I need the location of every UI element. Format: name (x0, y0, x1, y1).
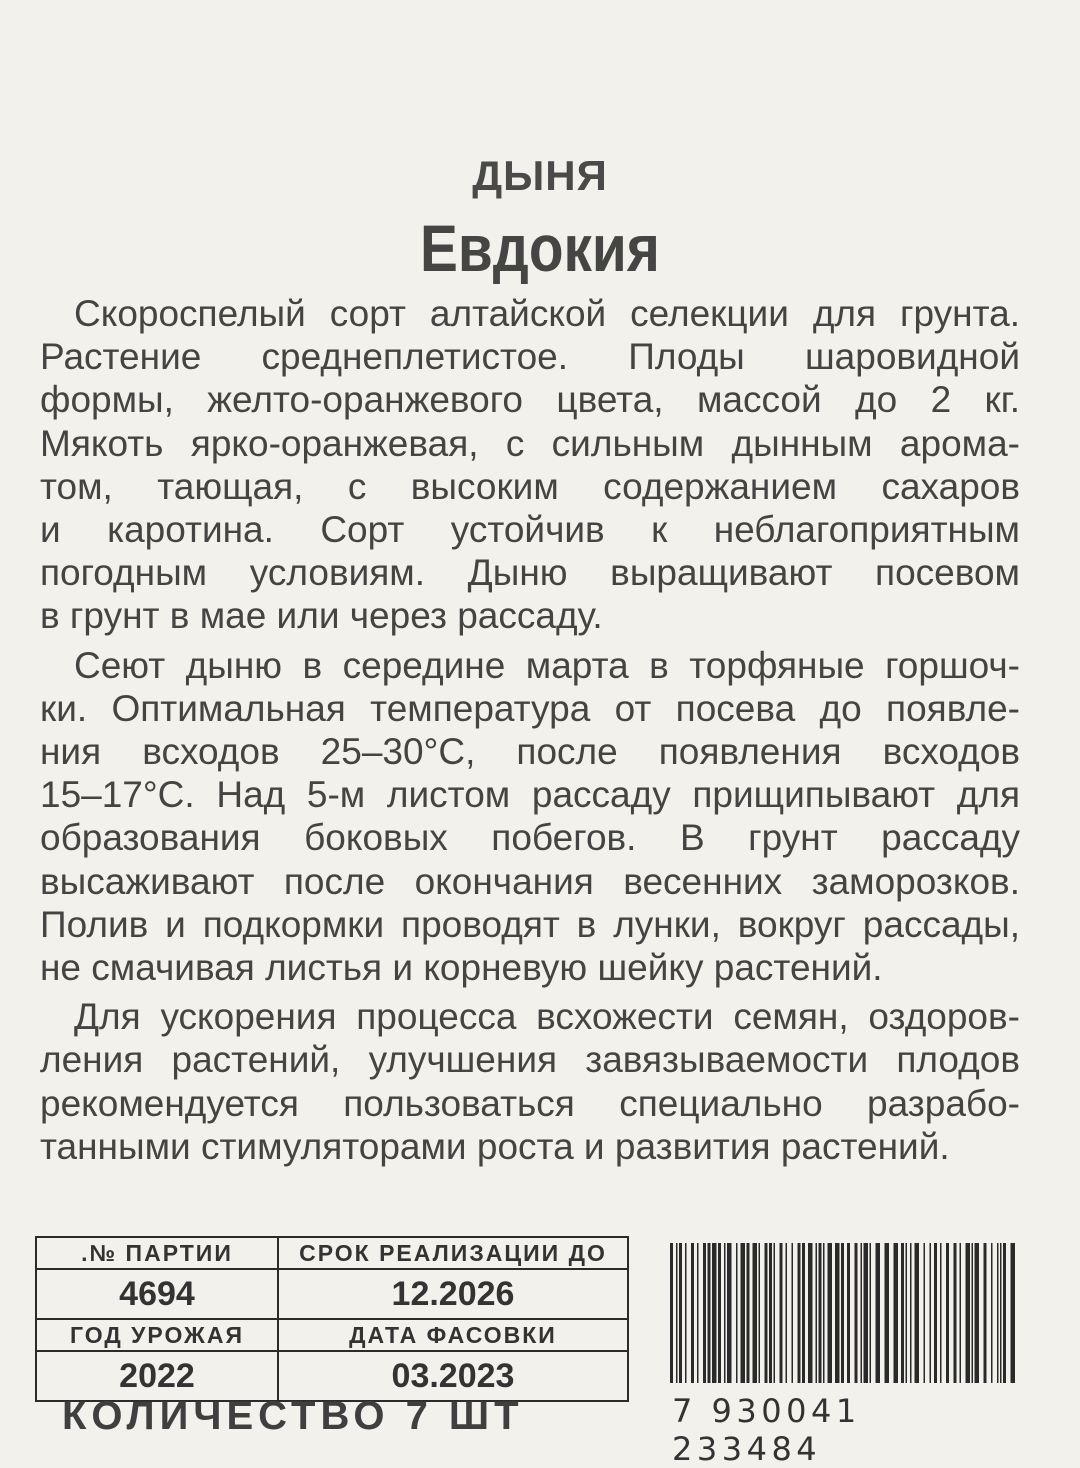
text-line: ния всходов 25–30°С, после появления всходов (40, 731, 1020, 773)
harvest-year-label: ГОД УРОЖАЯ (36, 1319, 278, 1351)
text-line: Мякоть ярко-оранжевая, с сильным дынным арома- (40, 422, 1020, 464)
description-paragraph-3 (40, 995, 1020, 1168)
text-line: не смачивая листья и корневую шейку растений. (40, 947, 883, 989)
text-line: Растение среднеплетистое. Плоды шаровидной (40, 336, 1020, 378)
text-line: 15–17°С. Над 5-м листом рассаду прищипывают для (40, 774, 1020, 816)
expiry-date-label: СРОК РЕАЛИЗАЦИИ ДО (278, 1237, 628, 1269)
text-line: формы, желто-оранжевого цвета, массой до 2 кг. (40, 379, 1020, 421)
text-line: и каротина. Сорт устойчив к неблагоприятным (40, 509, 1020, 551)
text-line: Скороспелый сорт алтайской селекции для грунта. (74, 293, 1020, 334)
text-line: ления растений, улучшения завязываемости плодов (40, 1039, 1020, 1081)
text-line: Полив и подкормки проводят в лунки, вокруг рассады, (40, 903, 1020, 945)
expiry-date-value: 12.2026 (278, 1269, 628, 1319)
description-paragraph-1 (40, 292, 1020, 638)
text-line: том, тающая, с высоким содержанием сахаров (40, 465, 1020, 507)
barcode-icon (668, 1243, 1016, 1383)
text-line: рекомендуется пользоваться специально разрабо- (40, 1082, 1020, 1124)
batch-info-table (35, 1236, 629, 1402)
barcode-number: 7 930041 233484 (672, 1392, 861, 1468)
description-paragraph-2 (40, 644, 1020, 990)
text-line: Сеют дыню в середине марта в торфяные горшоч- (74, 644, 1020, 686)
category-heading: ДЫНЯ (472, 152, 608, 199)
seed-quantity: КОЛИЧЕСТВО 7 ШТ (62, 1394, 524, 1438)
variety-title: Евдокия (420, 211, 660, 285)
packing-date-value: 03.2023 (278, 1351, 628, 1401)
text-line: танными стимуляторами роста и развития растений. (40, 1125, 950, 1167)
batch-number-label: .№ ПАРТИИ (36, 1237, 278, 1269)
harvest-year-value: 2022 (36, 1351, 278, 1401)
description-text (40, 292, 1020, 1174)
text-line: погодным условиям. Дыню выращивают посевом (40, 552, 1020, 594)
text-line: высаживают после окончания весенних заморозков. (40, 860, 1020, 902)
batch-number-value: 4694 (36, 1269, 278, 1319)
packing-date-label: ДАТА ФАСОВКИ (278, 1319, 628, 1351)
text-line: образования боковых побегов. В грунт рассаду (40, 817, 1020, 859)
text-line: ки. Оптимальная температура от посева до появле- (40, 687, 1020, 729)
text-line: Для ускорения процесса всхожести семян, оздоров- (74, 996, 1020, 1038)
text-line: в грунт в мае или через рассаду. (40, 595, 603, 637)
